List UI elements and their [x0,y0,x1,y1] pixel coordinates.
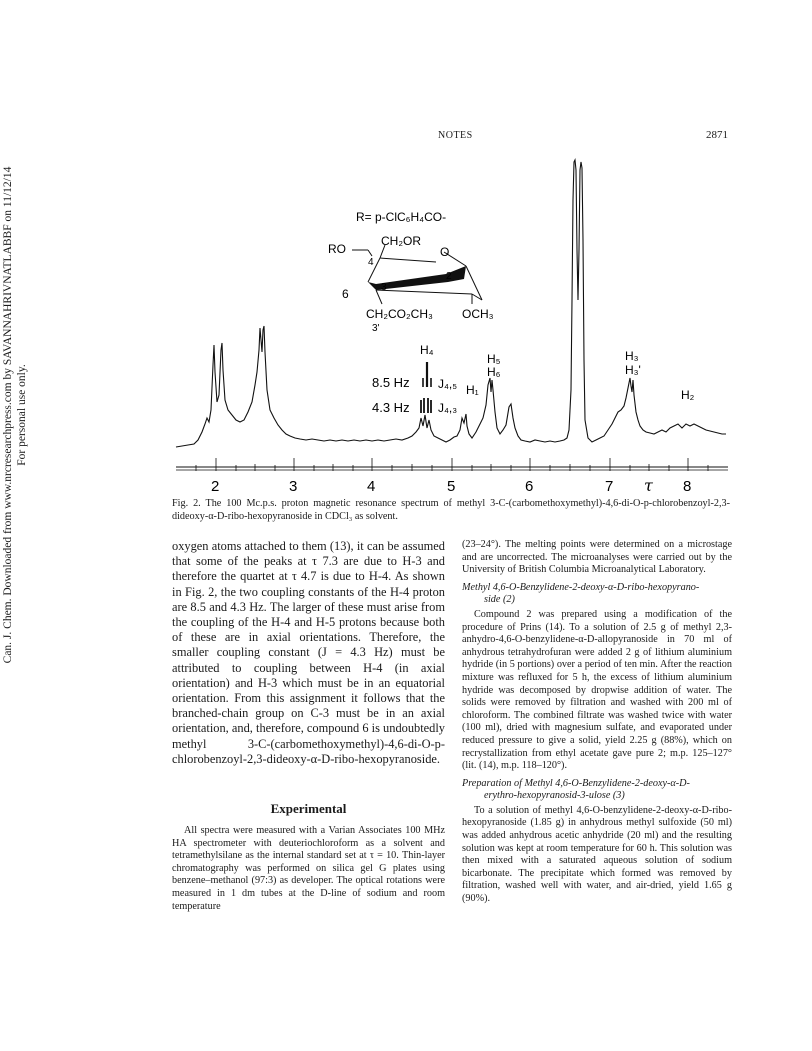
ro-label: RO [328,242,346,256]
section-heading-experimental: Experimental [270,801,347,816]
j45-label: J₄,₅ [438,377,458,391]
subheading-compound-3-line-2: erythro-hexopyranosid-3-ulose (3) [484,790,625,802]
peak-label-h5: H₅ [487,352,501,366]
peak-label-h2: H₂ [681,388,695,402]
left-column-text [172,539,445,767]
tick-label-2: 2 [211,478,220,495]
watermark-line-2: For personal use only. [16,364,28,466]
subheading-compound-2 [462,582,732,607]
tick-label-5: 5 [447,478,456,495]
peak-label-h6: H₆ [487,365,501,379]
och3-label: OCH₃ [462,307,494,321]
hz-8-5-label: 8.5 Hz [372,375,410,390]
peak-label-h3: H₃ [625,349,639,363]
right-paragraph-1: (23–24°). The melting points were determined on a microstage and are uncorrected. The microanalyses were carried out by the University of British Columbia Microanalytical Laboratory. [462,539,732,576]
running-header: NOTES [438,130,473,141]
right-paragraph-3: To a solution of methyl 4,6-O-benzylidene-2-deoxy-α-D-ribo-hexopyranoside (1.85 g) in anhydrous methyl sulfoxide (50 ml) was added anhydrous acetic anhydride (20 ml) and the resulting solution was kept at room temperature for 60 h. This solution was then mixed with a saturated aqueous solution of sodium bicarbonate. The precipitate which formed was removed by filtration, washed well with water, and air-dried, yield 1.65 g (90%). [462,804,732,905]
experimental-text [172,825,445,913]
tick-label-3: 3 [289,478,298,495]
watermark-line-1: Can. J. Chem. Downloaded from www.nrcresearchpress.com by SAVANNAHRIVNATLABBF on 11/12/14 [2,166,14,664]
h4-label: H₄ [420,343,434,357]
left-paragraph-1: oxygen atoms attached to them (13), it can be assumed that some of the peaks at τ 7.3 are due to H-3 and therefore the quartet at τ 4.7 is due to H-4. As shown in Fig. 2, the two coupling constants of the H-4 proton are 8.5 and 4.3 Hz. The larger of these must arise from the coupling of the H-4 and H-5 protons because both of these are in axial orientations. Therefore, the smaller coupling constant (J = 4.3 Hz) must be attributed to coupling between H-4 (in axial orientation) and H-3 which must be in an equatorial orientation. From this assignment it follows that the branched-chain group on C-3 must be in an axial orientation, and, therefore, compound 6 is undoubtedly methyl 3-C-(carbomethoxymethyl)-4,6-di-O-p-chlorobenzoyl-2,3-dideoxy-α-D-ribo-hexopyranoside. [172,539,445,766]
left-paragraph-2: All spectra were measured with a Varian Associates 100 MHz HA spectrometer with deuteriochloroform as a solvent and tetramethylsilane as the internal standard set at τ = 10. Thin-layer chromatography was performed on silica gel G plates using benzene–methanol (97:3) as developer. The optical rotations were measured in 1 dm tubes at the D-line of sodium and room temperature [172,825,445,912]
carbon-3-label: 3 [381,282,387,293]
tick-label-7: 7 [605,478,614,495]
ch2or-label: CH₂OR [381,234,421,248]
j43-label: J₄,₃ [438,401,458,415]
j-coupling-inset [421,362,431,413]
figure-caption: Fig. 2. The 100 Mc.p.s. proton magnetic resonance spectrum of methyl 3-C-(carbomethoxymethyl)-4,6-di-O-p-chlorobenzoyl-2,3-dideoxy-α-D-ribo-hexopyranoside in CDCl₃ as solvent. [172,498,730,522]
carbon-2-label: 2 [446,271,452,282]
right-column-text [462,539,732,906]
compound-number-label: 6 [342,287,349,301]
subheading-compound-2-line-2: side (2) [484,594,515,606]
subheading-compound-3 [462,778,732,803]
tick-label-8: 8 [683,478,692,495]
peak-label-h3prime: H₃' [625,363,641,377]
tick-label-4: 4 [367,478,376,495]
chair-structure [352,245,482,304]
tau-axis-label: τ [644,476,653,495]
tick-label-6: 6 [525,478,534,495]
page-number: 2871 [706,129,728,141]
ring-oxygen-label: O [440,245,450,259]
axis-tick-labels [211,478,691,495]
subheading-compound-2-line-1: Methyl 4,6-O-Benzylidene-2-deoxy-α-D-ribo-hexopyrano- [462,581,700,593]
h1-label: H₁ [466,383,479,397]
subheading-compound-3-line-1: Preparation of Methyl 4,6-O-Benzylidene-2-deoxy-α-D- [462,777,690,789]
carbon-3prime-label: 3' [372,323,380,334]
ch2co2ch3-label: CH₂CO₂CH₃ [366,307,433,321]
carbon-4-label: 4 [368,257,374,268]
axis-ticks [196,458,708,471]
right-paragraph-2: Compound 2 was prepared using a modification of the procedure of Prins (14). To a solution of 2.5 g of methyl 2,3-anhydro-4,6-O-benzylidene-α-D-allopyranoside in 70 ml of anhydrous tetrahydrofuran were added 2 g of lithium aluminium hydride (in 5 portions) over a period of ten min. After the reaction mixture was refluxed for 5 h, the excess of lithium aluminium hydride was decomposed by dropwise addition of water. The solids were removed by filtration and washed with 200 ml of chloroform. The combined filtrate was washed twice with water (100 ml), dried with magnesium sulfate, and evaporated under reduced pressure to give a solid, yield 2.25 g (88%), which on recrystallization from ethyl acetate gave pure 2; m.p. 125–127° (lit. (14), m.p. 118–120°). [462,608,732,772]
hz-4-3-label: 4.3 Hz [372,400,410,415]
r-definition-label: R= p-ClC₆H₄CO- [356,210,447,224]
